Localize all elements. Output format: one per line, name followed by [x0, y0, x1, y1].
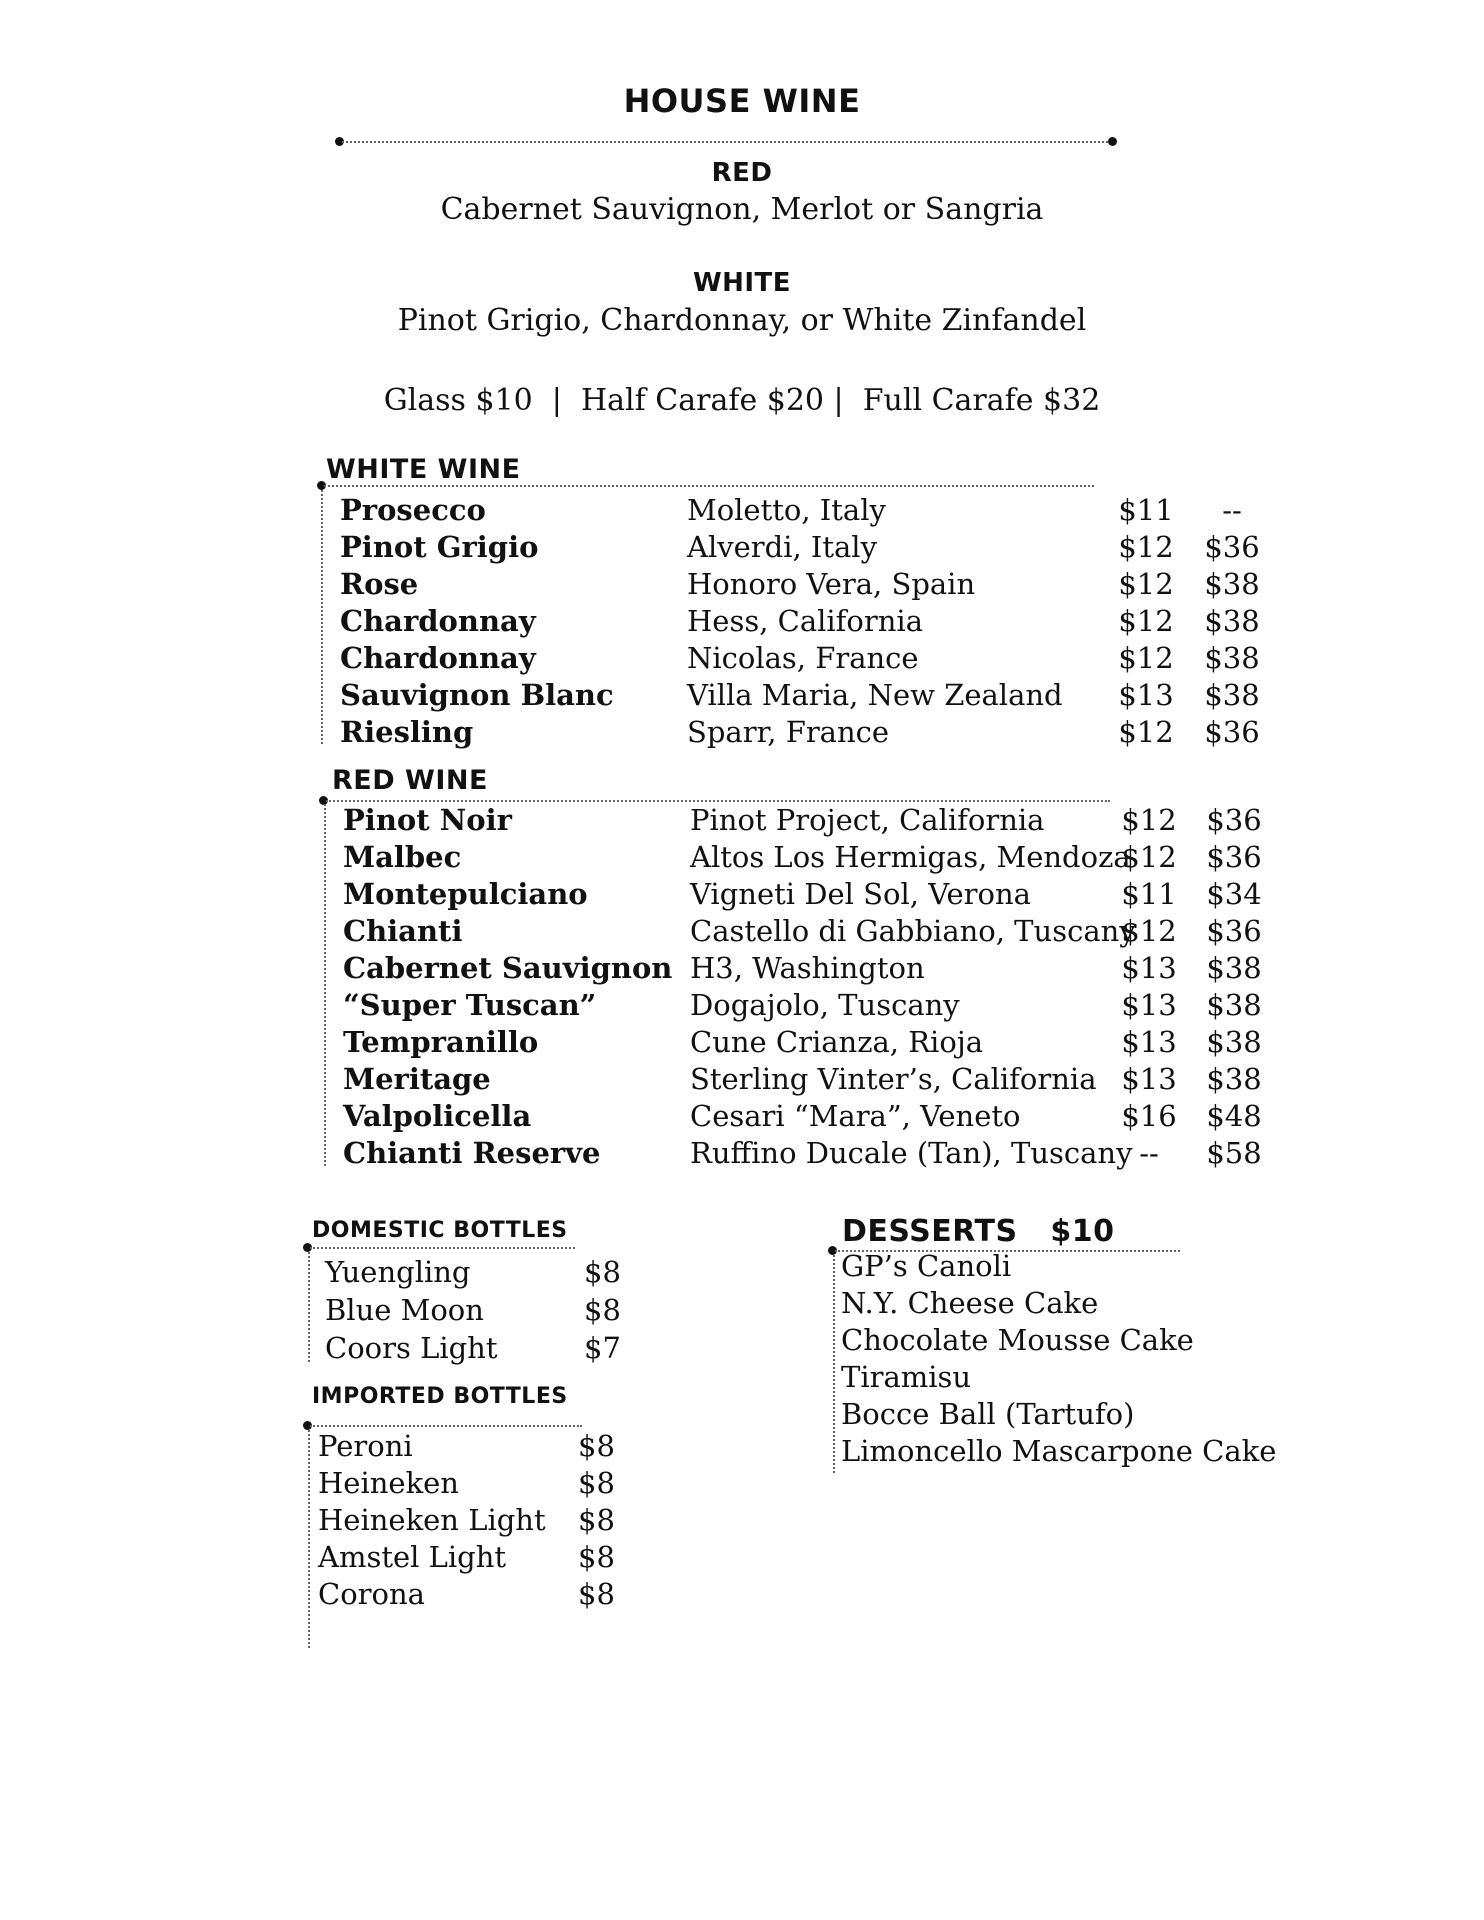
wine-bottle-price: $38 [1204, 641, 1260, 675]
wine-name: Pinot Noir [343, 803, 512, 837]
wine-row [0, 1135, 1484, 1172]
wine-name: Rose [340, 567, 419, 601]
wine-row [0, 529, 1484, 566]
dessert-item: Bocce Ball (Tartufo) [841, 1397, 1135, 1431]
wine-glass-price: $11 [1121, 877, 1177, 911]
wine-producer: Hess, California [687, 604, 923, 638]
beer-row [0, 1254, 700, 1291]
wine-producer: Sterling Vinter’s, California [690, 1062, 1097, 1096]
desserts-title: DESSERTS $10 [842, 1214, 1115, 1249]
wine-producer: Sparr, France [687, 715, 890, 749]
wine-row [0, 714, 1484, 751]
wine-row [0, 802, 1484, 839]
wine-row [0, 492, 1484, 529]
wine-name: Chardonnay [340, 604, 536, 638]
wine-producer: Honoro Vera, Spain [687, 567, 976, 601]
beer-row [0, 1292, 700, 1329]
wine-bottle-price: $38 [1204, 678, 1260, 712]
beer-price: $8 [578, 1503, 615, 1537]
white-wine-title: WHITE WINE [326, 454, 521, 485]
wine-row [0, 1098, 1484, 1135]
beer-row [0, 1428, 700, 1465]
wine-glass-price: $12 [1121, 840, 1177, 874]
wine-name: Tempranillo [343, 1025, 539, 1059]
wine-row [0, 987, 1484, 1024]
wine-glass-price: $12 [1118, 604, 1174, 638]
beer-name: Coors Light [325, 1331, 498, 1365]
wine-producer: Moletto, Italy [687, 493, 886, 527]
wine-row [0, 950, 1484, 987]
house-divider [342, 141, 1112, 143]
wine-glass-price: $12 [1118, 530, 1174, 564]
wine-glass-price: $13 [1121, 951, 1177, 985]
beer-price: $8 [578, 1466, 615, 1500]
wine-name: Chardonnay [340, 641, 536, 675]
wine-glass-price: $16 [1121, 1099, 1177, 1133]
beer-price: $8 [578, 1429, 615, 1463]
wine-producer: Castello di Gabbiano, Tuscany [690, 914, 1136, 948]
wine-producer: Alverdi, Italy [687, 530, 877, 564]
beer-price: $8 [578, 1577, 615, 1611]
wine-producer: Pinot Project, California [690, 803, 1045, 837]
house-white-label: WHITE [692, 268, 792, 298]
wine-bottle-price: -- [1222, 493, 1242, 527]
wine-name: Malbec [343, 840, 462, 874]
wine-name: Cabernet Sauvignon [343, 951, 673, 985]
wine-glass-price: $11 [1118, 493, 1174, 527]
wine-name: “Super Tuscan” [343, 988, 597, 1022]
beer-name: Corona [318, 1577, 425, 1611]
divider-dot-right [1108, 137, 1117, 146]
imported-rule [310, 1425, 582, 1427]
wine-bottle-price: $38 [1204, 604, 1260, 638]
wine-bottle-price: $34 [1206, 877, 1262, 911]
wine-row [0, 839, 1484, 876]
wine-bottle-price: $38 [1206, 988, 1262, 1022]
wine-glass-price: $13 [1121, 1025, 1177, 1059]
wine-glass-price: $13 [1121, 1062, 1177, 1096]
wine-producer: Cune Crianza, Rioja [690, 1025, 984, 1059]
domestic-title: DOMESTIC BOTTLES [312, 1218, 568, 1243]
wine-bottle-price: $38 [1206, 1025, 1262, 1059]
wine-name: Valpolicella [343, 1099, 532, 1133]
wine-glass-price: $12 [1121, 803, 1177, 837]
domestic-rule [310, 1247, 575, 1249]
house-prices: Glass $10 | Half Carafe $20 | Full Carafe $32 [383, 383, 1101, 418]
wine-bottle-price: $48 [1206, 1099, 1262, 1133]
wine-glass-price: $12 [1118, 715, 1174, 749]
beer-row [0, 1539, 700, 1576]
house-red-options: Cabernet Sauvignon, Merlot or Sangria [440, 192, 1044, 227]
beer-name: Peroni [318, 1429, 413, 1463]
wine-row [0, 566, 1484, 603]
beer-row [0, 1330, 700, 1367]
house-wine-title: HOUSE WINE [623, 82, 861, 120]
wine-glass-price: $12 [1121, 914, 1177, 948]
wine-name: Prosecco [340, 493, 486, 527]
wine-bottle-price: $36 [1204, 530, 1260, 564]
beer-price: $8 [584, 1255, 621, 1289]
white-wine-rule [324, 485, 1094, 487]
wine-bottle-price: $36 [1204, 715, 1260, 749]
beer-name: Heineken [318, 1466, 459, 1500]
wine-name: Chianti [343, 914, 463, 948]
beer-row [0, 1465, 700, 1502]
wine-producer: Cesari “Mara”, Veneto [690, 1099, 1021, 1133]
imported-title: IMPORTED BOTTLES [312, 1384, 568, 1409]
dessert-item: Chocolate Mousse Cake [841, 1323, 1194, 1357]
red-wine-title: RED WINE [332, 765, 488, 796]
wine-row [0, 603, 1484, 640]
wine-producer: Ruffino Ducale (Tan), Tuscany [690, 1136, 1133, 1170]
dessert-item: N.Y. Cheese Cake [841, 1286, 1099, 1320]
wine-row [0, 876, 1484, 913]
beer-name: Yuengling [325, 1255, 471, 1289]
dessert-item: GP’s Canoli [841, 1249, 1012, 1283]
wine-glass-price: -- [1139, 1136, 1159, 1170]
wine-bottle-price: $38 [1206, 951, 1262, 985]
wine-bottle-price: $38 [1204, 567, 1260, 601]
wine-bottle-price: $36 [1206, 914, 1262, 948]
wine-glass-price: $12 [1118, 641, 1174, 675]
wine-name: Montepulciano [343, 877, 588, 911]
dessert-item: Tiramisu [841, 1360, 972, 1394]
beer-name: Amstel Light [318, 1540, 507, 1574]
desserts-side-rule [833, 1255, 835, 1473]
beer-price: $7 [584, 1331, 621, 1365]
wine-name: Chianti Reserve [343, 1136, 601, 1170]
wine-producer: Nicolas, France [687, 641, 919, 675]
wine-bottle-price: $36 [1206, 803, 1262, 837]
wine-bottle-price: $38 [1206, 1062, 1262, 1096]
wine-glass-price: $13 [1121, 988, 1177, 1022]
wine-name: Pinot Grigio [340, 530, 539, 564]
wine-row [0, 913, 1484, 950]
wine-producer: Vigneti Del Sol, Verona [690, 877, 1031, 911]
beer-price: $8 [584, 1293, 621, 1327]
wine-glass-price: $13 [1118, 678, 1174, 712]
wine-row [0, 1061, 1484, 1098]
wine-name: Sauvignon Blanc [340, 678, 614, 712]
wine-producer: H3, Washington [690, 951, 925, 985]
wine-producer: Villa Maria, New Zealand [687, 678, 1063, 712]
wine-row [0, 640, 1484, 677]
dessert-item: Limoncello Mascarpone Cake [841, 1434, 1277, 1468]
wine-bottle-price: $58 [1206, 1136, 1262, 1170]
wine-producer: Dogajolo, Tuscany [690, 988, 960, 1022]
wine-name: Meritage [343, 1062, 491, 1096]
wine-row [0, 1024, 1484, 1061]
beer-row [0, 1502, 700, 1539]
beer-price: $8 [578, 1540, 615, 1574]
wine-glass-price: $12 [1118, 567, 1174, 601]
wine-row [0, 677, 1484, 714]
beer-row [0, 1576, 700, 1613]
wine-bottle-price: $36 [1206, 840, 1262, 874]
house-white-options: Pinot Grigio, Chardonnay, or White Zinfandel [397, 303, 1087, 338]
beer-name: Blue Moon [325, 1293, 484, 1327]
beer-name: Heineken Light [318, 1503, 546, 1537]
house-red-label: RED [711, 158, 773, 188]
wine-name: Riesling [340, 715, 474, 749]
wine-producer: Altos Los Hermigas, Mendoza [690, 840, 1131, 874]
